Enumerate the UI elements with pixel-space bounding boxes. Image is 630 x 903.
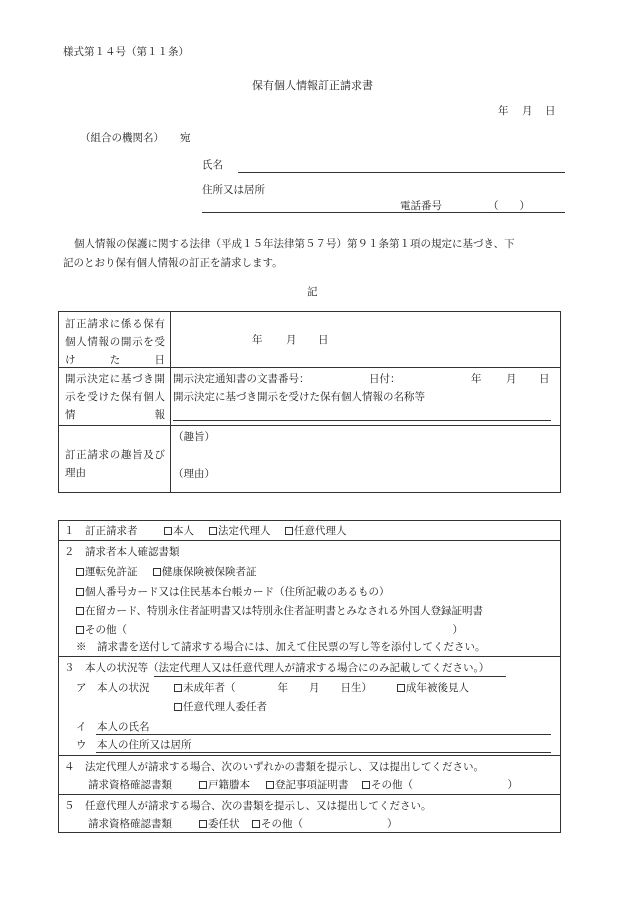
legal-rep-family-register[interactable]: 戸籍謄本 [199, 780, 250, 791]
requester-address-field[interactable] [202, 212, 565, 213]
requester-name-label: 氏名 [202, 159, 223, 171]
requester-type-legal[interactable]: 法定代理人 [209, 526, 271, 537]
purpose-reason-label: 訂正請求の趣旨及び理由 [65, 449, 165, 479]
voluntary-rep-power-of-attorney[interactable]: 委任状 [199, 819, 240, 830]
legal-rep-docs-label: 請求資格確認書類 [88, 779, 172, 791]
id-documents-title: ２ 請求者本人確認書類 [64, 546, 180, 558]
ki-heading: 記 [307, 286, 318, 298]
checkbox-icon[interactable] [362, 781, 370, 789]
table2-divider-2 [59, 656, 560, 657]
notice-date-label: 日付： [369, 373, 401, 385]
requester-type-voluntary[interactable]: 任意代理人 [285, 526, 347, 537]
checkbox-icon[interactable] [76, 626, 84, 634]
table1-row-divider-2 [59, 425, 560, 426]
checkbox-icon[interactable] [397, 684, 405, 692]
id-drivers-license[interactable]: 運転免許証 [76, 567, 138, 578]
checkbox-icon[interactable] [266, 781, 274, 789]
checkbox-icon[interactable] [174, 703, 182, 711]
id-health-insurance[interactable]: 健康保険被保険者証 [153, 567, 257, 578]
requester-phone-paren: （ ） [488, 200, 530, 212]
principal-address-label: ウ 本人の住所又は居所 [76, 739, 192, 751]
disclosure-year: 年 [252, 334, 263, 346]
legal-rep-docs-title: ４ 法定代理人が請求する場合、次のいずれかの書類を提示し、又は提出してください。 [64, 761, 484, 773]
disclosure-month: 月 [286, 334, 297, 346]
id-residence-card[interactable]: 在留カード、特別永住者証明書又は特別永住者証明書とみなされる外国人登録証明書 [76, 606, 483, 617]
requester-type-self[interactable]: 本人 [164, 526, 194, 537]
correction-details-table [58, 311, 561, 493]
status-voluntary-principal[interactable]: 任意代理人委任者 [174, 702, 267, 713]
checkbox-icon[interactable] [199, 781, 207, 789]
requester-info-table [58, 520, 561, 833]
voluntary-rep-docs-title: ５ 任意代理人が請求する場合、次の書類を提示し、又は提出してください。 [64, 800, 432, 812]
reason-heading: （理由） [173, 468, 215, 480]
addressee-org: （組合の機関名） [80, 132, 164, 144]
checkbox-icon[interactable] [76, 568, 84, 576]
checkbox-icon[interactable] [199, 820, 207, 828]
disclosed-info-name-label: 開示決定に基づき開示を受けた保有個人情報の名称等 [173, 391, 425, 403]
table2-divider-4 [59, 794, 560, 795]
voluntary-rep-docs-label: 請求資格確認書類 [88, 818, 172, 830]
notice-month: 月 [506, 373, 517, 385]
addressee-honorific: 宛 [180, 132, 191, 144]
disclosure-date-label: 訂正請求に係る保有個人情報の開示を受けた日 [65, 318, 165, 366]
id-other[interactable]: その他（ ） [76, 625, 463, 636]
principal-status-label: ア 本人の状況 [76, 682, 150, 694]
legal-rep-other[interactable]: その他（ ） [362, 780, 518, 791]
date-month-label: 月 [522, 105, 533, 117]
intro-line-1: 個人情報の保護に関する法律（平成１５年法律第５７号）第９１条第１項の規定に基づき、下 [74, 238, 515, 250]
principal-status-underline [154, 676, 506, 677]
checkbox-icon[interactable] [252, 820, 260, 828]
checkbox-icon[interactable] [76, 588, 84, 596]
principal-address-field[interactable] [96, 752, 551, 753]
requester-name-field[interactable] [238, 172, 565, 173]
principal-name-field[interactable] [96, 734, 551, 735]
table2-divider-3 [59, 755, 560, 756]
intro-line-2: 記のとおり保有個人情報の訂正を請求します。 [63, 257, 283, 269]
requester-type-label: １ 訂正請求者 [64, 525, 138, 537]
requester-address-label: 住所又は居所 [202, 184, 265, 196]
legal-rep-registry-cert[interactable]: 登記事項証明書 [266, 780, 349, 791]
date-year-label: 年 [498, 105, 509, 117]
notice-year: 年 [471, 373, 482, 385]
disclosed-info-label: 開示決定に基づき開示を受けた保有個人情報 [65, 373, 165, 421]
notice-day: 日 [539, 373, 550, 385]
checkbox-icon[interactable] [209, 527, 217, 535]
date-day-label: 日 [545, 105, 556, 117]
id-mynumber-card[interactable]: 個人番号カード又は住民基本台帳カード（住所記載のあるもの） [76, 587, 390, 598]
status-adult-ward[interactable]: 成年被後見人 [397, 683, 469, 694]
notice-doc-number-label: 開示決定通知書の文書番号： [173, 373, 310, 385]
principal-name-label: イ 本人の氏名 [76, 721, 150, 733]
purpose-heading: （趣旨） [173, 431, 215, 443]
status-minor[interactable]: 未成年者（ 年 月 日生） [174, 683, 372, 694]
table2-divider-1 [59, 540, 560, 541]
form-title: 保有個人情報訂正請求書 [252, 79, 373, 92]
disclosure-day: 日 [318, 334, 329, 346]
id-mail-note: ※ 請求書を送付して請求する場合には、加えて住民票の写し等を添付してください。 [76, 641, 486, 653]
form-number: 様式第１４号（第１１条） [63, 46, 189, 58]
disclosed-info-name-field[interactable] [173, 420, 551, 421]
checkbox-icon[interactable] [76, 607, 84, 615]
checkbox-icon[interactable] [174, 684, 182, 692]
requester-phone-label: 電話番号 [400, 200, 442, 212]
checkbox-icon[interactable] [285, 527, 293, 535]
checkbox-icon[interactable] [153, 568, 161, 576]
voluntary-rep-other[interactable]: その他（ ） [252, 819, 398, 830]
checkbox-icon[interactable] [164, 527, 172, 535]
principal-status-title: ３ 本人の状況等（法定代理人又は任意代理人が請求する場合にのみ記載してください。） [64, 662, 490, 674]
table1-column-divider [170, 312, 171, 492]
